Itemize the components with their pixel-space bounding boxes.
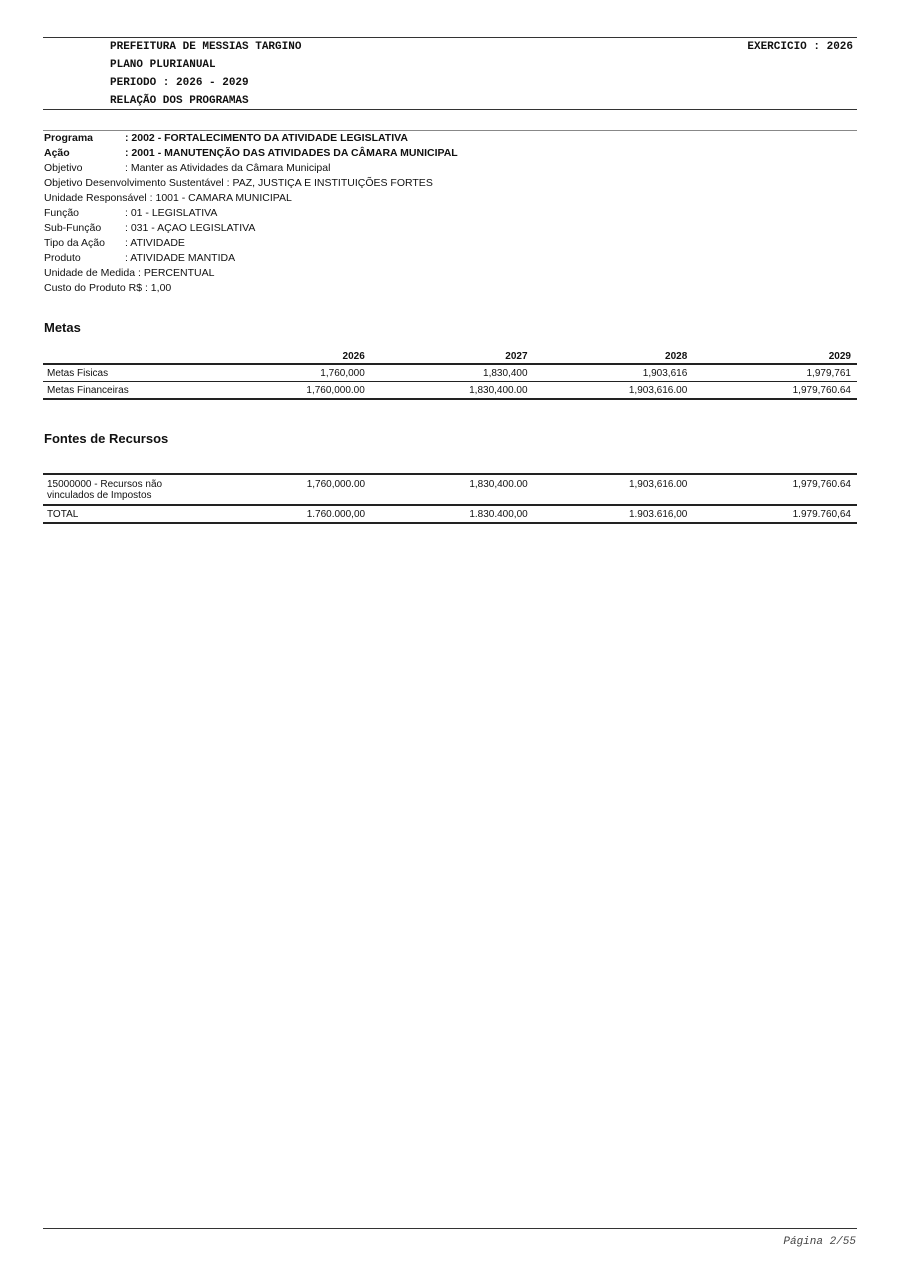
cell-value: 1,903,616 <box>528 364 688 382</box>
tipo-acao-label: Tipo da Ação <box>44 237 105 249</box>
cell-value: 1,979,760.64 <box>687 382 857 400</box>
exercise-year: EXERCICIO : 2026 <box>747 41 853 53</box>
ods-text: Objetivo Desenvolvimento Sustentável : PAZ, JUSTIÇA E INSTITUIÇÕES FORTES <box>44 177 433 189</box>
header-bottom-rule <box>43 109 857 110</box>
cell-value: 1,979,761 <box>687 364 857 382</box>
unidade-medida-text: Unidade de Medida : PERCENTUAL <box>44 267 215 279</box>
produto-row <box>44 251 458 266</box>
row-label: Metas Financeiras <box>43 382 265 400</box>
acao-value: : 2001 - MANUTENÇÃO DAS ATIVIDADES DA CÂMARA MUNICIPAL <box>125 147 458 159</box>
objetivo-row <box>44 161 458 176</box>
footer-rule <box>43 1228 857 1229</box>
funcao-row <box>44 206 458 221</box>
custo-row <box>44 281 458 296</box>
tipo-acao-row <box>44 236 458 251</box>
cell-value: 1,760,000 <box>265 364 364 382</box>
total-value: 1.903.616,00 <box>528 505 688 523</box>
cell-value: 1,830,400 <box>365 364 528 382</box>
row-label: Metas Fisicas <box>43 364 265 382</box>
funcao-value: : 01 - LEGISLATIVA <box>125 207 218 219</box>
metas-header-row <box>43 347 857 364</box>
table-row <box>43 364 857 382</box>
programa-row <box>44 131 458 146</box>
header-top-rule <box>43 37 857 38</box>
table-row <box>43 474 857 505</box>
total-value: 1.979.760,64 <box>687 505 857 523</box>
subfuncao-label: Sub-Função <box>44 222 102 234</box>
fontes-title: Fontes de Recursos <box>44 431 169 446</box>
programa-value: : 2002 - FORTALECIMENTO DA ATIVIDADE LEGISLATIVA <box>125 132 408 144</box>
unidade-medida-row <box>44 266 458 281</box>
fontes-table <box>43 473 857 524</box>
cell-value: 1,830,400.00 <box>365 474 528 505</box>
metas-year-2028: 2028 <box>528 347 688 364</box>
objetivo-label: Objetivo <box>44 162 83 174</box>
produto-label: Produto <box>44 252 81 264</box>
metas-year-2027: 2027 <box>365 347 528 364</box>
fonte-label <box>43 474 266 505</box>
total-row <box>43 505 857 523</box>
cell-value: 1,760,000.00 <box>265 382 364 400</box>
report-title: RELAÇÃO DOS PROGRAMAS <box>110 95 249 107</box>
cell-value: 1,979,760.64 <box>687 474 857 505</box>
total-label: TOTAL <box>43 505 266 523</box>
objetivo-value: : Manter as Atividades da Câmara Municipal <box>125 162 331 174</box>
ods-row <box>44 176 458 191</box>
cell-value: 1,903,616.00 <box>528 382 688 400</box>
custo-text: Custo do Produto R$ : 1,00 <box>44 282 172 294</box>
funcao-label: Função <box>44 207 80 219</box>
unidade-text: Unidade Responsável : 1001 - CAMARA MUNICIPAL <box>44 192 292 204</box>
cell-value: 1,903,616.00 <box>528 474 688 505</box>
cell-value: 1,830,400.00 <box>365 382 528 400</box>
total-value: 1.830.400,00 <box>365 505 528 523</box>
unidade-row <box>44 191 458 206</box>
metas-year-2026: 2026 <box>265 347 364 364</box>
metas-table <box>43 347 857 400</box>
program-info <box>44 131 458 296</box>
subfuncao-value: : 031 - AÇAO LEGISLATIVA <box>125 222 256 234</box>
cell-value: 1,760,000.00 <box>266 474 365 505</box>
page-number: Página 2/55 <box>783 1236 856 1248</box>
plan-title: PLANO PLURIANUAL <box>110 59 216 71</box>
period-title: PERIODO : 2026 - 2029 <box>110 77 249 89</box>
municipality-name: PREFEITURA DE MESSIAS TARGINO <box>110 41 302 53</box>
fonte-label-line2: vinculados de Impostos <box>47 490 152 501</box>
produto-value: : ATIVIDADE MANTIDA <box>125 252 236 264</box>
tipo-acao-value: : ATIVIDADE <box>125 237 185 249</box>
table-row <box>43 382 857 400</box>
subfuncao-row <box>44 221 458 236</box>
fonte-label-line1: 15000000 - Recursos não <box>47 479 163 490</box>
metas-title: Metas <box>44 320 81 335</box>
metas-header-empty <box>43 347 265 364</box>
total-value: 1.760.000,00 <box>266 505 365 523</box>
metas-year-2029: 2029 <box>687 347 857 364</box>
acao-row <box>44 146 458 161</box>
programa-label: Programa <box>44 132 94 144</box>
acao-label: Ação <box>44 147 70 159</box>
